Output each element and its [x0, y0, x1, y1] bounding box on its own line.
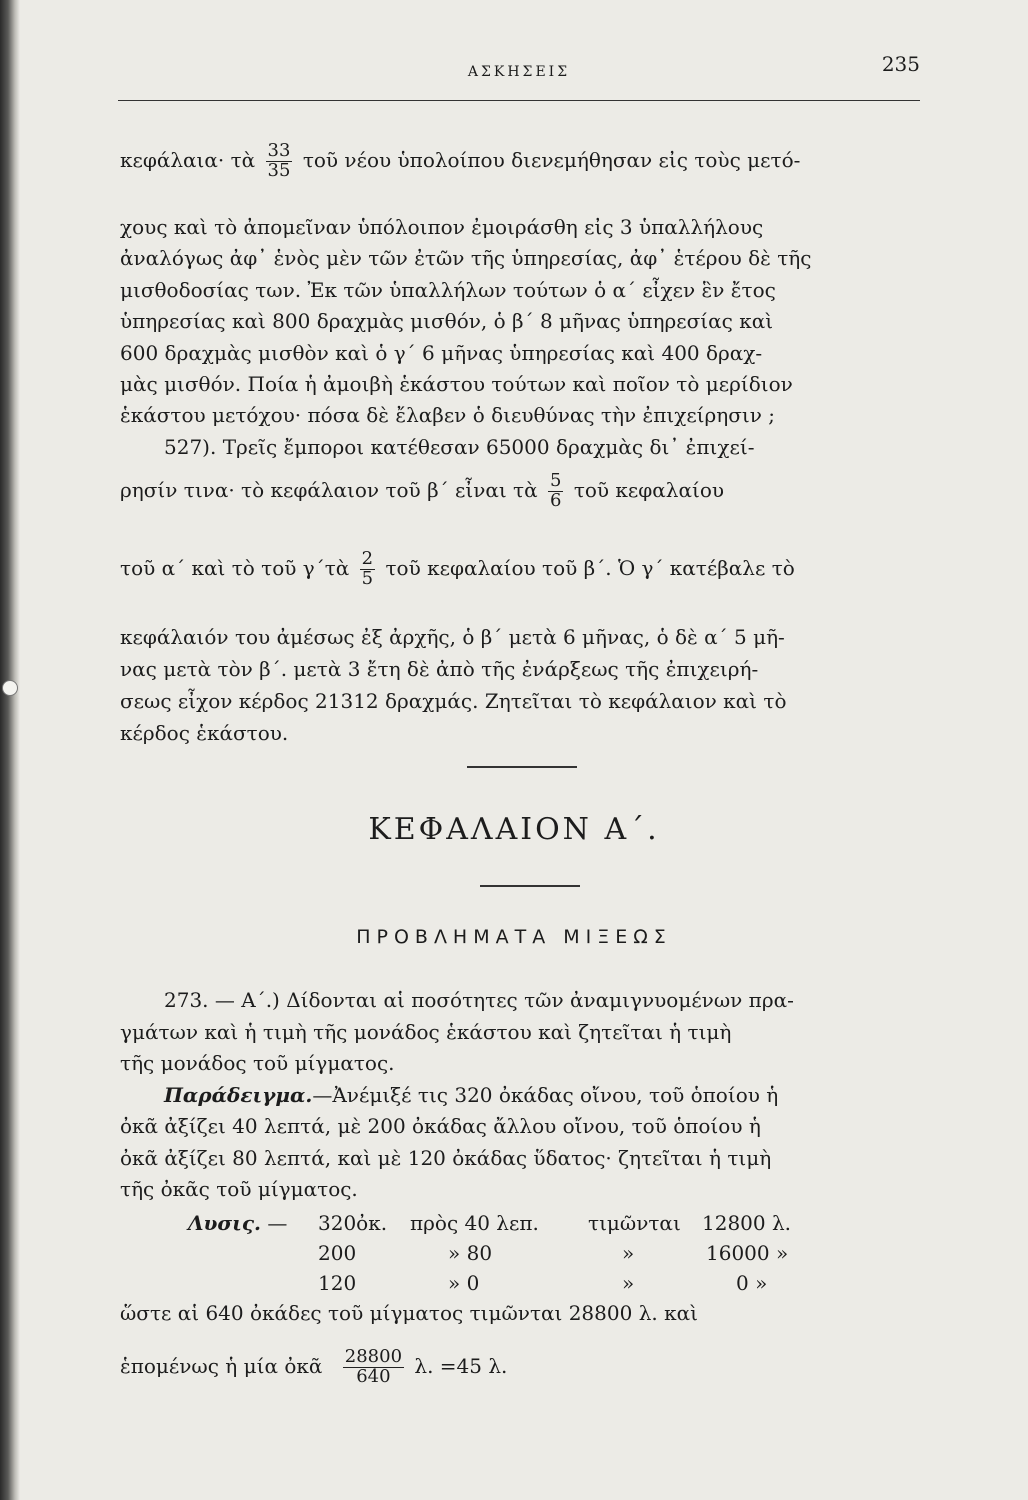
example-label: Παράδειγμα. — [164, 1083, 313, 1107]
ex526-line-5: ὑπηρεσίας καὶ 800 δραχμὰς μισθόν, ὁ β΄ 8 μῆνας ὑπηρεσίας καὶ — [120, 309, 774, 333]
solution-price: » 80 — [448, 1241, 493, 1265]
page-header — [118, 52, 920, 101]
fraction-numerator: 5 — [550, 470, 562, 491]
ex526-line-4: μισθοδοσίας των. Ἐκ τῶν ὑπαλλήλων τούτων ὁ α΄ εἶχεν ἓν ἔτος — [120, 278, 776, 302]
fraction-numerator: 33 — [267, 140, 291, 161]
solution-final — [120, 1348, 930, 1387]
example-line-1 — [120, 1082, 974, 1108]
solution-summary: ὥστε αἱ 640 ὀκάδες τοῦ μίγματος τιμῶνται 28800 λ. καὶ — [120, 1301, 698, 1325]
ex527-line-6: σεως εἶχον κέρδος 21312 δραχμάς. Ζητεῖται τὸ κεφάλαιον καὶ τὸ — [120, 689, 787, 713]
solution-dash: — — [267, 1211, 288, 1235]
solution-price: πρὸς 40 λεπ. — [410, 1211, 539, 1235]
solution-verb: » — [622, 1241, 635, 1265]
p273-line-3: τῆς μονάδος τοῦ μίγματος. — [120, 1051, 395, 1075]
fraction-denominator: 640 — [343, 1367, 404, 1387]
fraction-28800-640 — [343, 1348, 404, 1387]
solution-verb: » — [622, 1271, 635, 1295]
text-segment: τοῦ κεφαλαίου — [573, 477, 725, 502]
text-segment: τοῦ νέου ὑπολοίπου διενεμήθησαν εἰς τοὺς μετό- — [302, 147, 801, 172]
page-number: 235 — [881, 52, 920, 76]
solution-price: » 0 — [448, 1271, 480, 1295]
fraction-denominator: 35 — [267, 159, 291, 181]
solution-qty: 200 — [318, 1241, 357, 1265]
book-binding-edge — [0, 0, 20, 1500]
p273-line-1: 273. — Α΄.) Δίδονται αἱ ποσότητες τῶν ἀναμιγνυομένων πρα- — [164, 988, 794, 1012]
ex526-line-3: ἀναλόγως ἀφ᾽ ἑνὸς μὲν τῶν ἐτῶν τῆς ὑπηρεσίας, ἀφ᾽ ἑτέρου δὲ τῆς — [120, 246, 812, 270]
ex526-line-2: χους καὶ τὸ ἀπομεῖναν ὑπόλοιπον ἐμοιράσθη εἰς 3 ὑπαλλήλους — [120, 215, 764, 239]
fraction-numerator: 2 — [361, 548, 374, 569]
example-line-4: τῆς ὀκᾶς τοῦ μίγματος. — [120, 1177, 358, 1201]
solution-label: Λυσις. — [188, 1211, 261, 1235]
solution-qty: 320ὀκ. — [318, 1211, 388, 1235]
fraction-denominator: 6 — [550, 489, 562, 511]
text-segment: τοῦ α΄ καὶ τὸ τοῦ γ΄τὰ — [120, 555, 350, 580]
ex526-line-7: μὰς μισθόν. Ποία ἡ ἀμοιβὴ ἑκάστου τούτων καὶ ποῖον τὸ μερίδιον — [120, 372, 793, 396]
solution-verb: τιμῶνται — [588, 1211, 681, 1235]
fraction-5-6 — [548, 472, 563, 511]
ex526-line-1 — [120, 142, 930, 181]
ex526-line-6: 600 δραχμὰς μισθὸν καὶ ὁ γ΄ 6 μῆνας ὑπηρεσίας καὶ 400 δραχ- — [120, 341, 763, 365]
ex527-line-3 — [120, 550, 930, 589]
ex527-line-4: κεφάλαιόν του ἀμέσως ἐξ ἀρχῆς, ὁ β΄ μετὰ 6 μῆνας, ὁ δὲ α΄ 5 μῆ- — [120, 625, 785, 649]
fraction-numerator: 28800 — [344, 1346, 403, 1367]
fraction-denominator: 5 — [361, 567, 374, 589]
divider-rule — [480, 885, 580, 887]
chapter-title: ΚΕΦΑΛΑΙΟΝ Α΄. — [368, 812, 660, 847]
example-line-2: ὀκᾶ ἀξίζει 40 λεπτά, μὲ 200 ὀκάδας ἄλλου οἴνου, τοῦ ὁποίου ἡ — [120, 1114, 761, 1138]
text-segment: κεφάλαια· τὰ — [120, 147, 256, 172]
ex527-line-2 — [120, 472, 930, 511]
ex527-line-5: νας μετὰ τὸν β΄. μετὰ 3 ἔτη δὲ ἀπὸ τῆς ἐνάρξεως τῆς ἐπιχειρή- — [120, 657, 759, 681]
text-segment: ρησίν τινα· τὸ κεφάλαιον τοῦ β΄ εἶναι τὰ — [120, 477, 538, 502]
text-segment: —Ἀνέμιξέ τις 320 ὀκάδας οἴνου, τοῦ ὁποίου ἡ — [312, 1083, 779, 1107]
fraction-2-5 — [360, 550, 375, 589]
text-segment: τοῦ κεφαλαίου τοῦ β΄. Ὁ γ΄ κατέβαλε τὸ — [385, 555, 795, 580]
solution-total: 16000 » — [706, 1241, 789, 1265]
divider-rule — [467, 766, 577, 768]
solution-total: 12800 λ. — [702, 1211, 792, 1235]
text-segment: λ. =45 λ. — [414, 1353, 508, 1378]
solution-total: 0 » — [736, 1271, 768, 1295]
section-title: ΠΡΟΒΛΗΜΑΤΑ ΜΙΞΕΩΣ — [356, 926, 672, 948]
example-line-3: ὀκᾶ ἀξίζει 80 λεπτά, καὶ μὲ 120 ὀκάδας ὕδατος· ζητεῖται ἡ τιμὴ — [120, 1146, 772, 1170]
p273-line-2: γμάτων καὶ ἡ τιμὴ τῆς μονάδος ἑκάστου καὶ ζητεῖται ἡ τιμὴ — [120, 1020, 732, 1044]
text-segment: ἑπομένως ἡ μία ὀκᾶ — [120, 1353, 323, 1378]
binding-hole — [2, 680, 18, 696]
ex527-line-7: κέρδος ἑκάστου. — [120, 721, 289, 745]
ex526-line-8: ἑκάστου μετόχου· πόσα δὲ ἔλαβεν ὁ διευθύνας τὴν ἐπιχείρησιν ; — [120, 403, 776, 427]
solution-qty: 120 — [318, 1271, 357, 1295]
fraction-33-35 — [266, 142, 293, 181]
solution-label-cell — [188, 1210, 287, 1236]
ex527-line-1: 527). Τρεῖς ἔμποροι κατέθεσαν 65000 δραχμὰς δι᾽ ἐπιχεί- — [164, 435, 755, 459]
running-title: ΑΣΚΗΣΕΙΣ — [467, 64, 571, 80]
